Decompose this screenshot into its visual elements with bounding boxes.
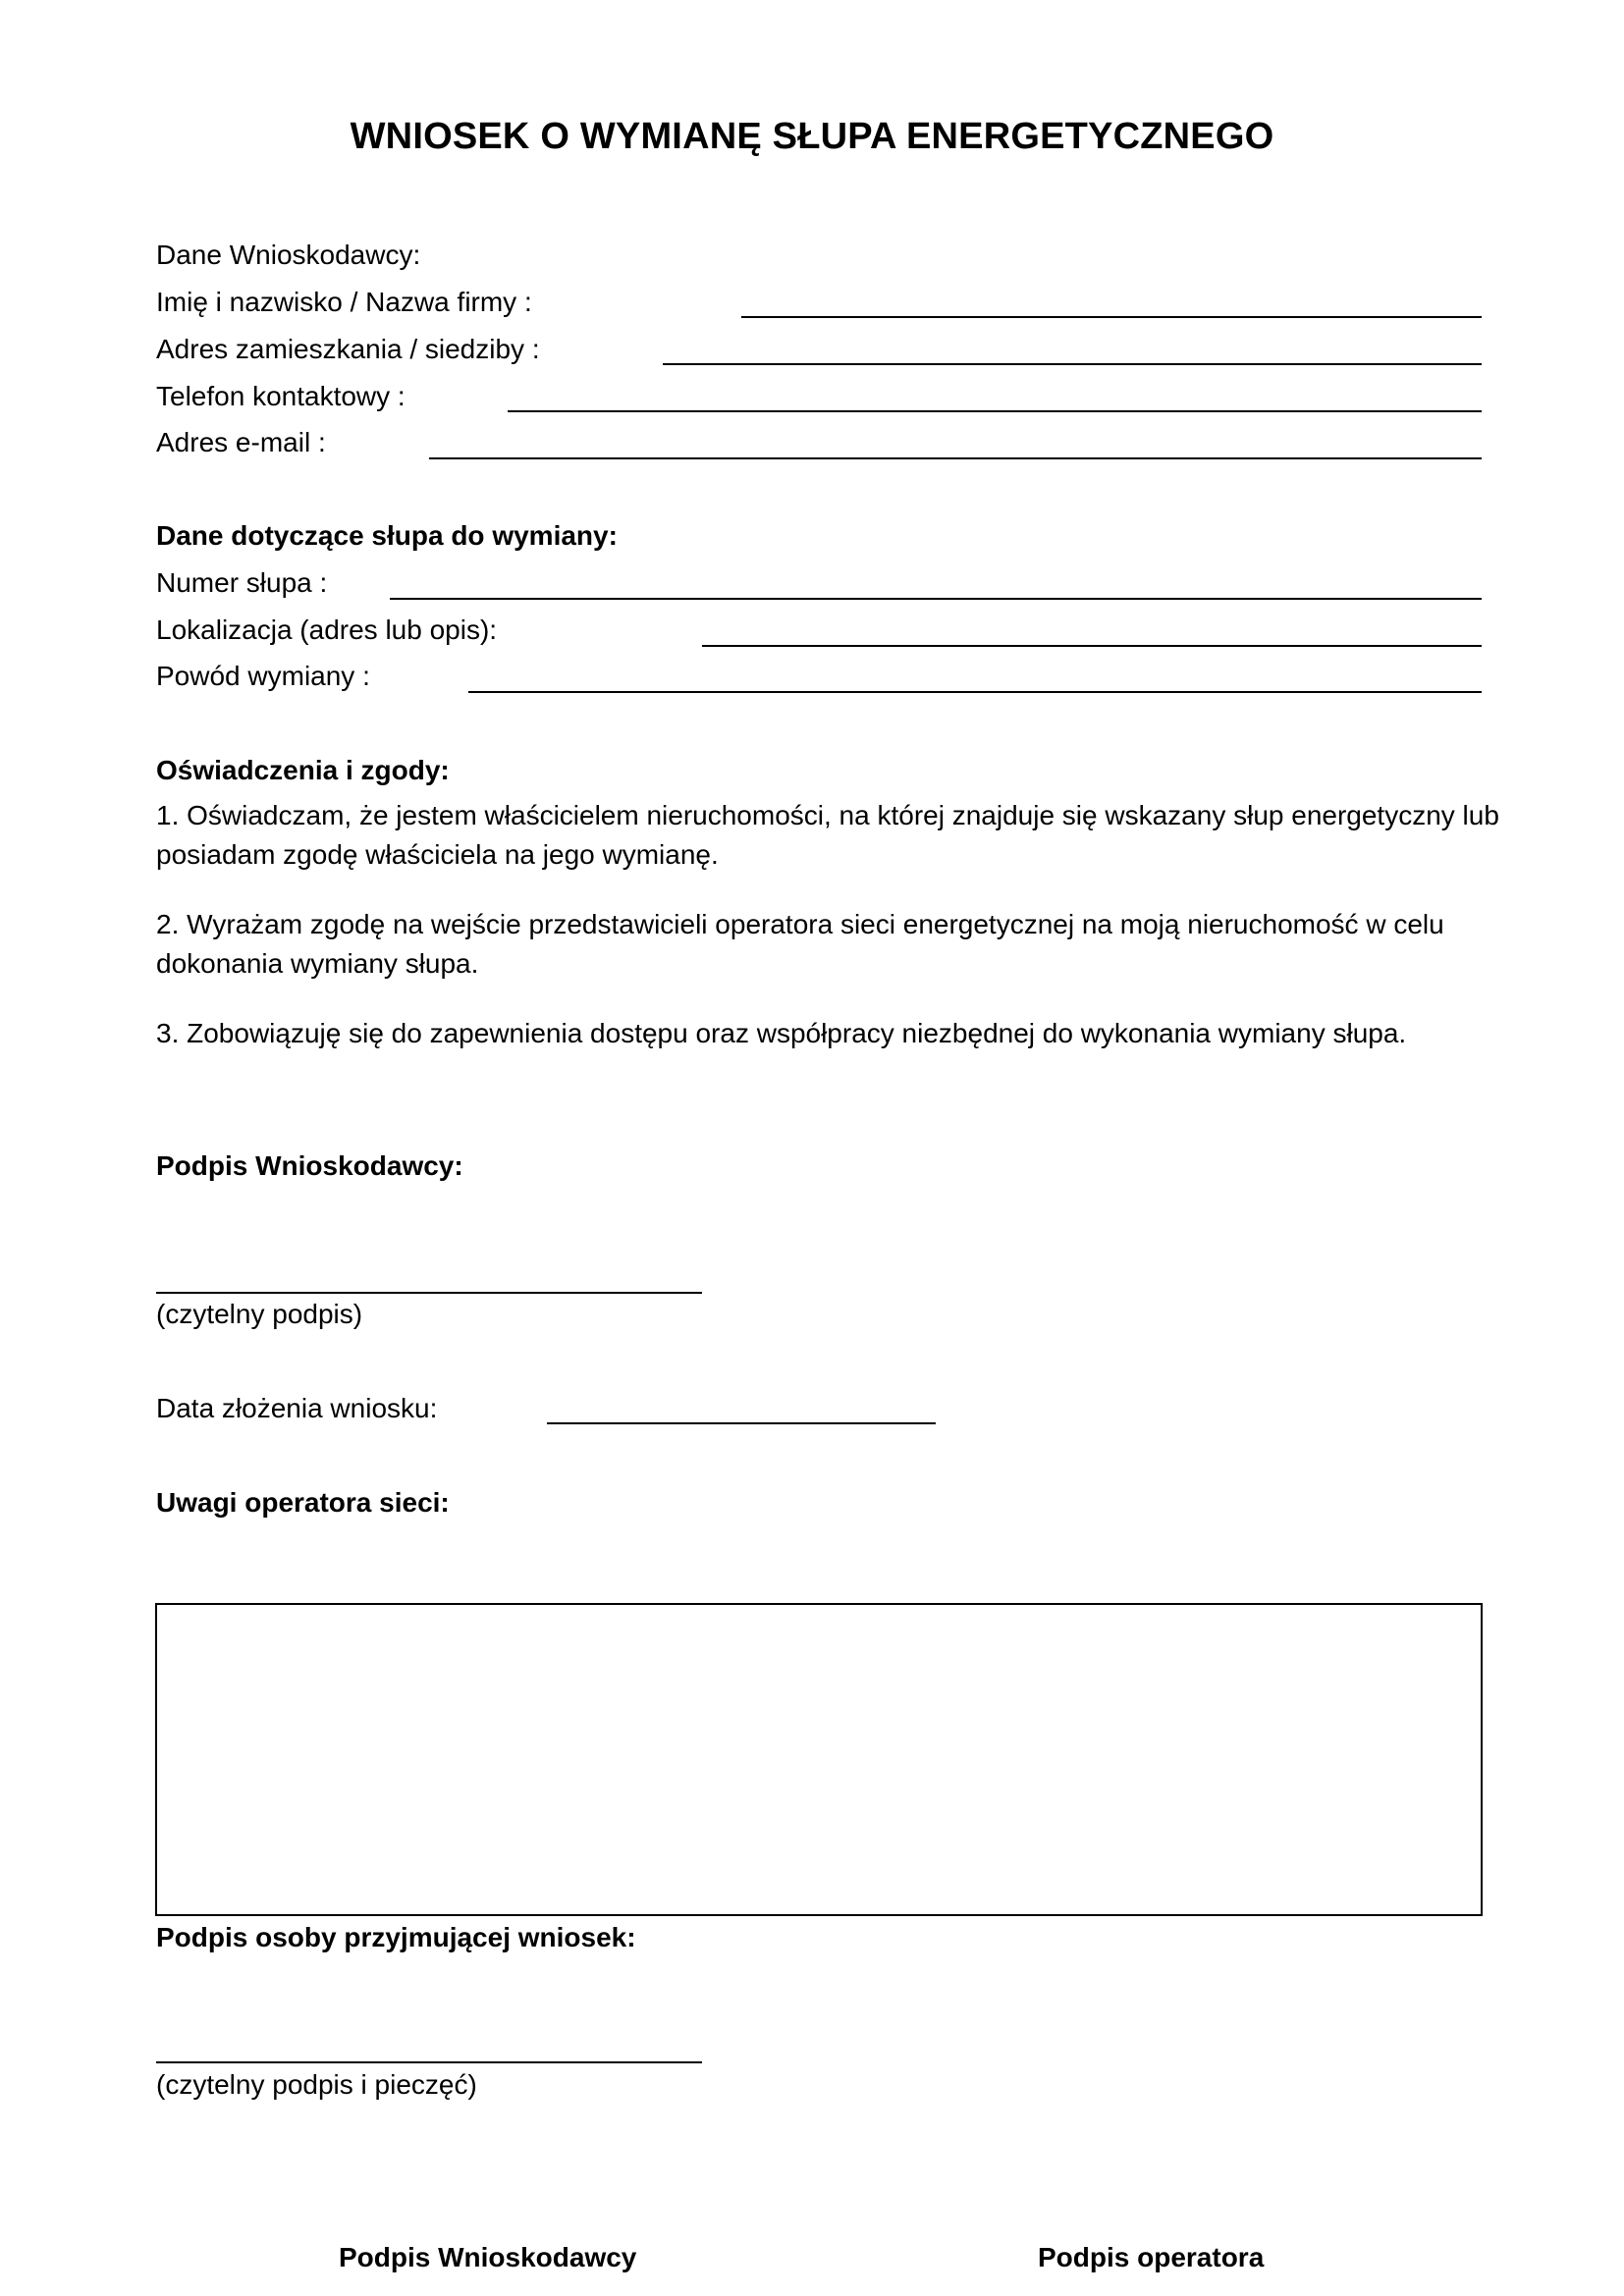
declaration-item-3: 3. Zobowiązuję się do zapewnienia dostępu oraz współpracy niezbędnej do wykonania wymiany słupa. <box>156 1018 1407 1048</box>
address-field[interactable] <box>663 363 1482 365</box>
email-label: Adres e-mail : <box>156 427 326 457</box>
name-field[interactable] <box>741 316 1482 318</box>
email-field[interactable] <box>429 457 1482 459</box>
phone-label: Telefon kontaktowy : <box>156 381 406 411</box>
signature-caption: (czytelny podpis) <box>156 1299 363 1329</box>
signature-heading: Podpis Wnioskodawcy: <box>156 1150 463 1181</box>
pole-number-label: Numer słupa : <box>156 567 328 598</box>
receiver-heading: Podpis osoby przyjmującej wniosek: <box>156 1922 636 1952</box>
declaration-item-2: 2. Wyrażam zgodę na wejście przedstawicieli operatora sieci energetycznej na moją nieruchomość w celu dokonania wymiany słupa. <box>156 909 1444 979</box>
reason-label: Powód wymiany : <box>156 661 370 691</box>
date-label: Data złożenia wniosku: <box>156 1393 438 1423</box>
phone-field[interactable] <box>508 410 1482 412</box>
declaration-item-1: 1. Oświadczam, że jestem właścicielem nieruchomości, na której znajduje się wskazany słup energetyczny lub posiadam zgodę właściciela na jego wymianę. <box>156 800 1499 870</box>
date-field[interactable] <box>547 1422 936 1424</box>
address-label: Adres zamieszkania / siedziby : <box>156 334 540 364</box>
receiver-caption: (czytelny podpis i pieczęć) <box>156 2069 477 2100</box>
pole-heading: Dane dotyczące słupa do wymiany: <box>156 520 618 551</box>
footer-applicant-signature: Podpis Wnioskodawcy <box>339 2242 637 2272</box>
operator-notes-box[interactable] <box>155 1603 1483 1916</box>
footer-operator-signature: Podpis operatora <box>1038 2242 1265 2272</box>
location-field[interactable] <box>702 645 1482 647</box>
name-label: Imię i nazwisko / Nazwa firmy : <box>156 287 532 317</box>
location-label: Lokalizacja (adres lub opis): <box>156 614 498 645</box>
applicant-signature-field[interactable] <box>156 1292 702 1294</box>
declarations-heading: Oświadczenia i zgody: <box>156 755 450 785</box>
applicant-heading: Dane Wnioskodawcy: <box>156 240 421 270</box>
reason-field[interactable] <box>468 691 1482 693</box>
document-title: WNIOSEK O WYMIANĘ SŁUPA ENERGETYCZNEGO <box>350 116 1274 157</box>
receiver-signature-field[interactable] <box>156 2061 702 2063</box>
pole-number-field[interactable] <box>390 598 1482 600</box>
operator-notes-heading: Uwagi operatora sieci: <box>156 1487 450 1518</box>
